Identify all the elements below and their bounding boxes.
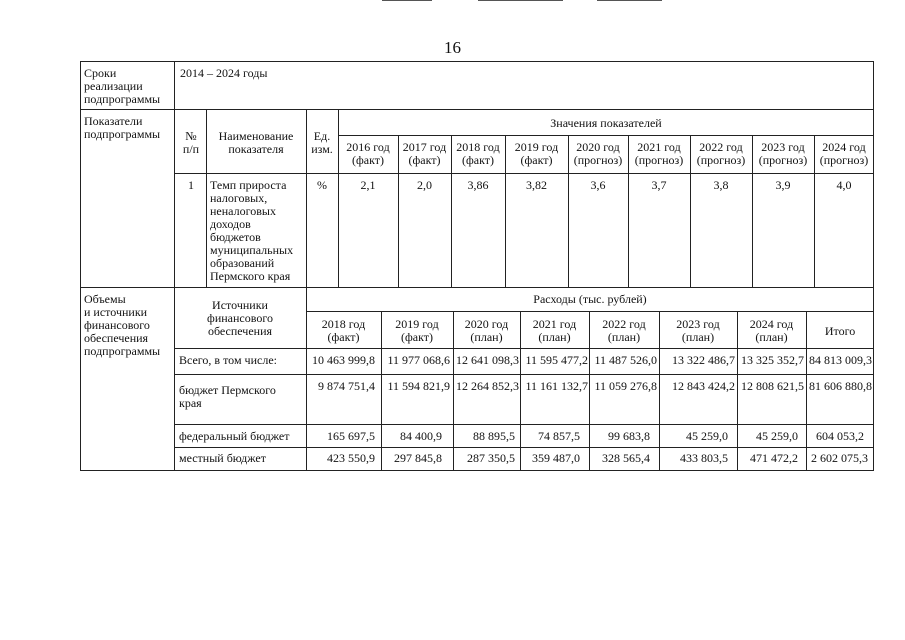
financing-row-separator (174, 348, 874, 349)
header-line (382, 0, 432, 1)
financing-header-separator (306, 311, 874, 312)
indicator-year-header: 2023 год (прогноз) (758, 140, 808, 167)
indicator-year-header: 2018 год (факт) (456, 140, 500, 167)
financing-row-separator (174, 424, 874, 425)
indicator-year-header: 2020 год (прогноз) (573, 140, 623, 167)
financing-value: 2 602 075,3 (811, 451, 868, 465)
financing-source-header: Источники финансового обеспечения (207, 298, 273, 338)
label-column-separator (174, 61, 175, 471)
indicator-year-header: 2016 год (факт) (346, 140, 390, 167)
financing-label: Объемы и источники финансового обеспечения подпрограммы (84, 292, 161, 358)
financing-value: 11 487 526,0 (594, 353, 657, 367)
financing-expenses-title: Расходы (тыс. рублей) (533, 292, 647, 306)
indicator-value: 2,1 (360, 178, 376, 192)
indicator-year-header: 2017 год (факт) (402, 140, 447, 167)
financing-year-header: 2018 год (факт) (321, 317, 366, 344)
financing-year-header: 2024 год (план) (749, 317, 794, 344)
financing-value: 11 059 276,8 (594, 379, 657, 393)
financing-total-header: Итого (824, 324, 856, 338)
financing-value: 328 565,4 (602, 451, 650, 465)
indicator-value: 3,6 (590, 178, 606, 192)
financing-value: 359 487,0 (532, 451, 580, 465)
financing-value: 604 053,2 (816, 429, 864, 443)
financing-value: 11 595 477,2 (525, 353, 588, 367)
indicator-row-number: 1 (188, 178, 194, 192)
financing-value: 423 550,9 (327, 451, 375, 465)
financing-value: 9 874 751,4 (318, 379, 375, 393)
header-line (597, 0, 662, 1)
financing-year-header: 2021 год (план) (532, 317, 577, 344)
financing-year-header: 2019 год (факт) (395, 317, 439, 344)
financing-source-separator (306, 287, 307, 471)
indicator-year-header: 2021 год (прогноз) (634, 140, 684, 167)
indicator-value: 2,0 (417, 178, 432, 192)
period-value: 2014 – 2024 годы (180, 66, 268, 80)
financing-row-label: местный бюджет (179, 451, 266, 465)
indicator-value: 3,86 (467, 178, 489, 192)
financing-value: 11 594 821,9 (387, 379, 450, 393)
financing-value: 11 161 132,7 (525, 379, 588, 393)
financing-value: 84 400,9 (400, 429, 442, 443)
page-number: 16 (444, 38, 461, 57)
financing-value: 74 857,5 (538, 429, 580, 443)
indicator-year-header: 2022 год (прогноз) (696, 140, 746, 167)
financing-value: 45 259,0 (756, 429, 798, 443)
financing-value: 471 472,2 (750, 451, 798, 465)
financing-value: 45 259,0 (686, 429, 728, 443)
indicator-header-separator (338, 135, 874, 136)
indicator-values-title: Значения показателей (550, 116, 662, 130)
financing-value: 12 264 852,3 (456, 379, 519, 393)
header-line (478, 0, 563, 1)
financing-row-label: федеральный бюджет (179, 429, 290, 443)
financing-value: 84 813 009,3 (809, 353, 872, 367)
financing-row-label: бюджет Пермского края (179, 383, 276, 410)
financing-value: 12 843 424,2 (672, 379, 735, 393)
indicator-value: 4,0 (836, 178, 852, 192)
financing-value: 81 606 880,8 (809, 379, 872, 393)
financing-year-header: 2023 год (план) (676, 317, 720, 344)
financing-value: 12 641 098,3 (456, 353, 519, 367)
financing-row-separator (174, 447, 874, 448)
financing-value: 433 803,5 (680, 451, 728, 465)
financing-value: 99 683,8 (608, 429, 650, 443)
indicator-value: 3,9 (775, 178, 791, 192)
financing-value: 13 322 486,7 (672, 353, 735, 367)
indicators-label: Показатели подпрограммы (84, 114, 161, 141)
indicator-unit-header: Ед. изм. (311, 129, 333, 156)
period-label: Сроки реализации подпрограммы (84, 66, 161, 106)
indicator-year-header: 2019 год (факт) (514, 140, 559, 167)
financing-row-label: Всего, в том числе: (179, 353, 277, 367)
financing-value: 88 895,5 (473, 429, 515, 443)
row-separator (80, 109, 874, 110)
financing-value: 165 697,5 (327, 429, 375, 443)
indicator-value: 3,7 (651, 178, 667, 192)
financing-year-header: 2022 год (план) (602, 317, 646, 344)
indicator-value: 3,82 (526, 178, 547, 192)
indicator-value: 3,8 (713, 178, 729, 192)
financing-year-header: 2020 год (план) (464, 317, 509, 344)
indicator-year-header: 2024 год (прогноз) (819, 140, 869, 167)
financing-value: 287 350,5 (467, 451, 515, 465)
financing-value: 13 325 352,7 (741, 353, 804, 367)
indicator-header-separator (174, 173, 874, 174)
indicator-name: Темп прироста налоговых, неналоговых доходов бюджетов муниципальных образований Пермского края (210, 178, 294, 283)
indicator-unit: % (317, 178, 327, 192)
financing-value: 297 845,8 (394, 451, 442, 465)
indicator-name-header: Наименование показателя (218, 129, 294, 156)
financing-value: 10 463 999,8 (312, 353, 375, 367)
financing-value: 12 808 621,5 (741, 379, 804, 393)
row-separator (80, 287, 874, 288)
financing-row-separator (174, 374, 874, 375)
indicator-number-header: № п/п (182, 129, 200, 156)
indicator-col-separator (206, 109, 207, 287)
financing-value: 11 977 068,6 (387, 353, 450, 367)
